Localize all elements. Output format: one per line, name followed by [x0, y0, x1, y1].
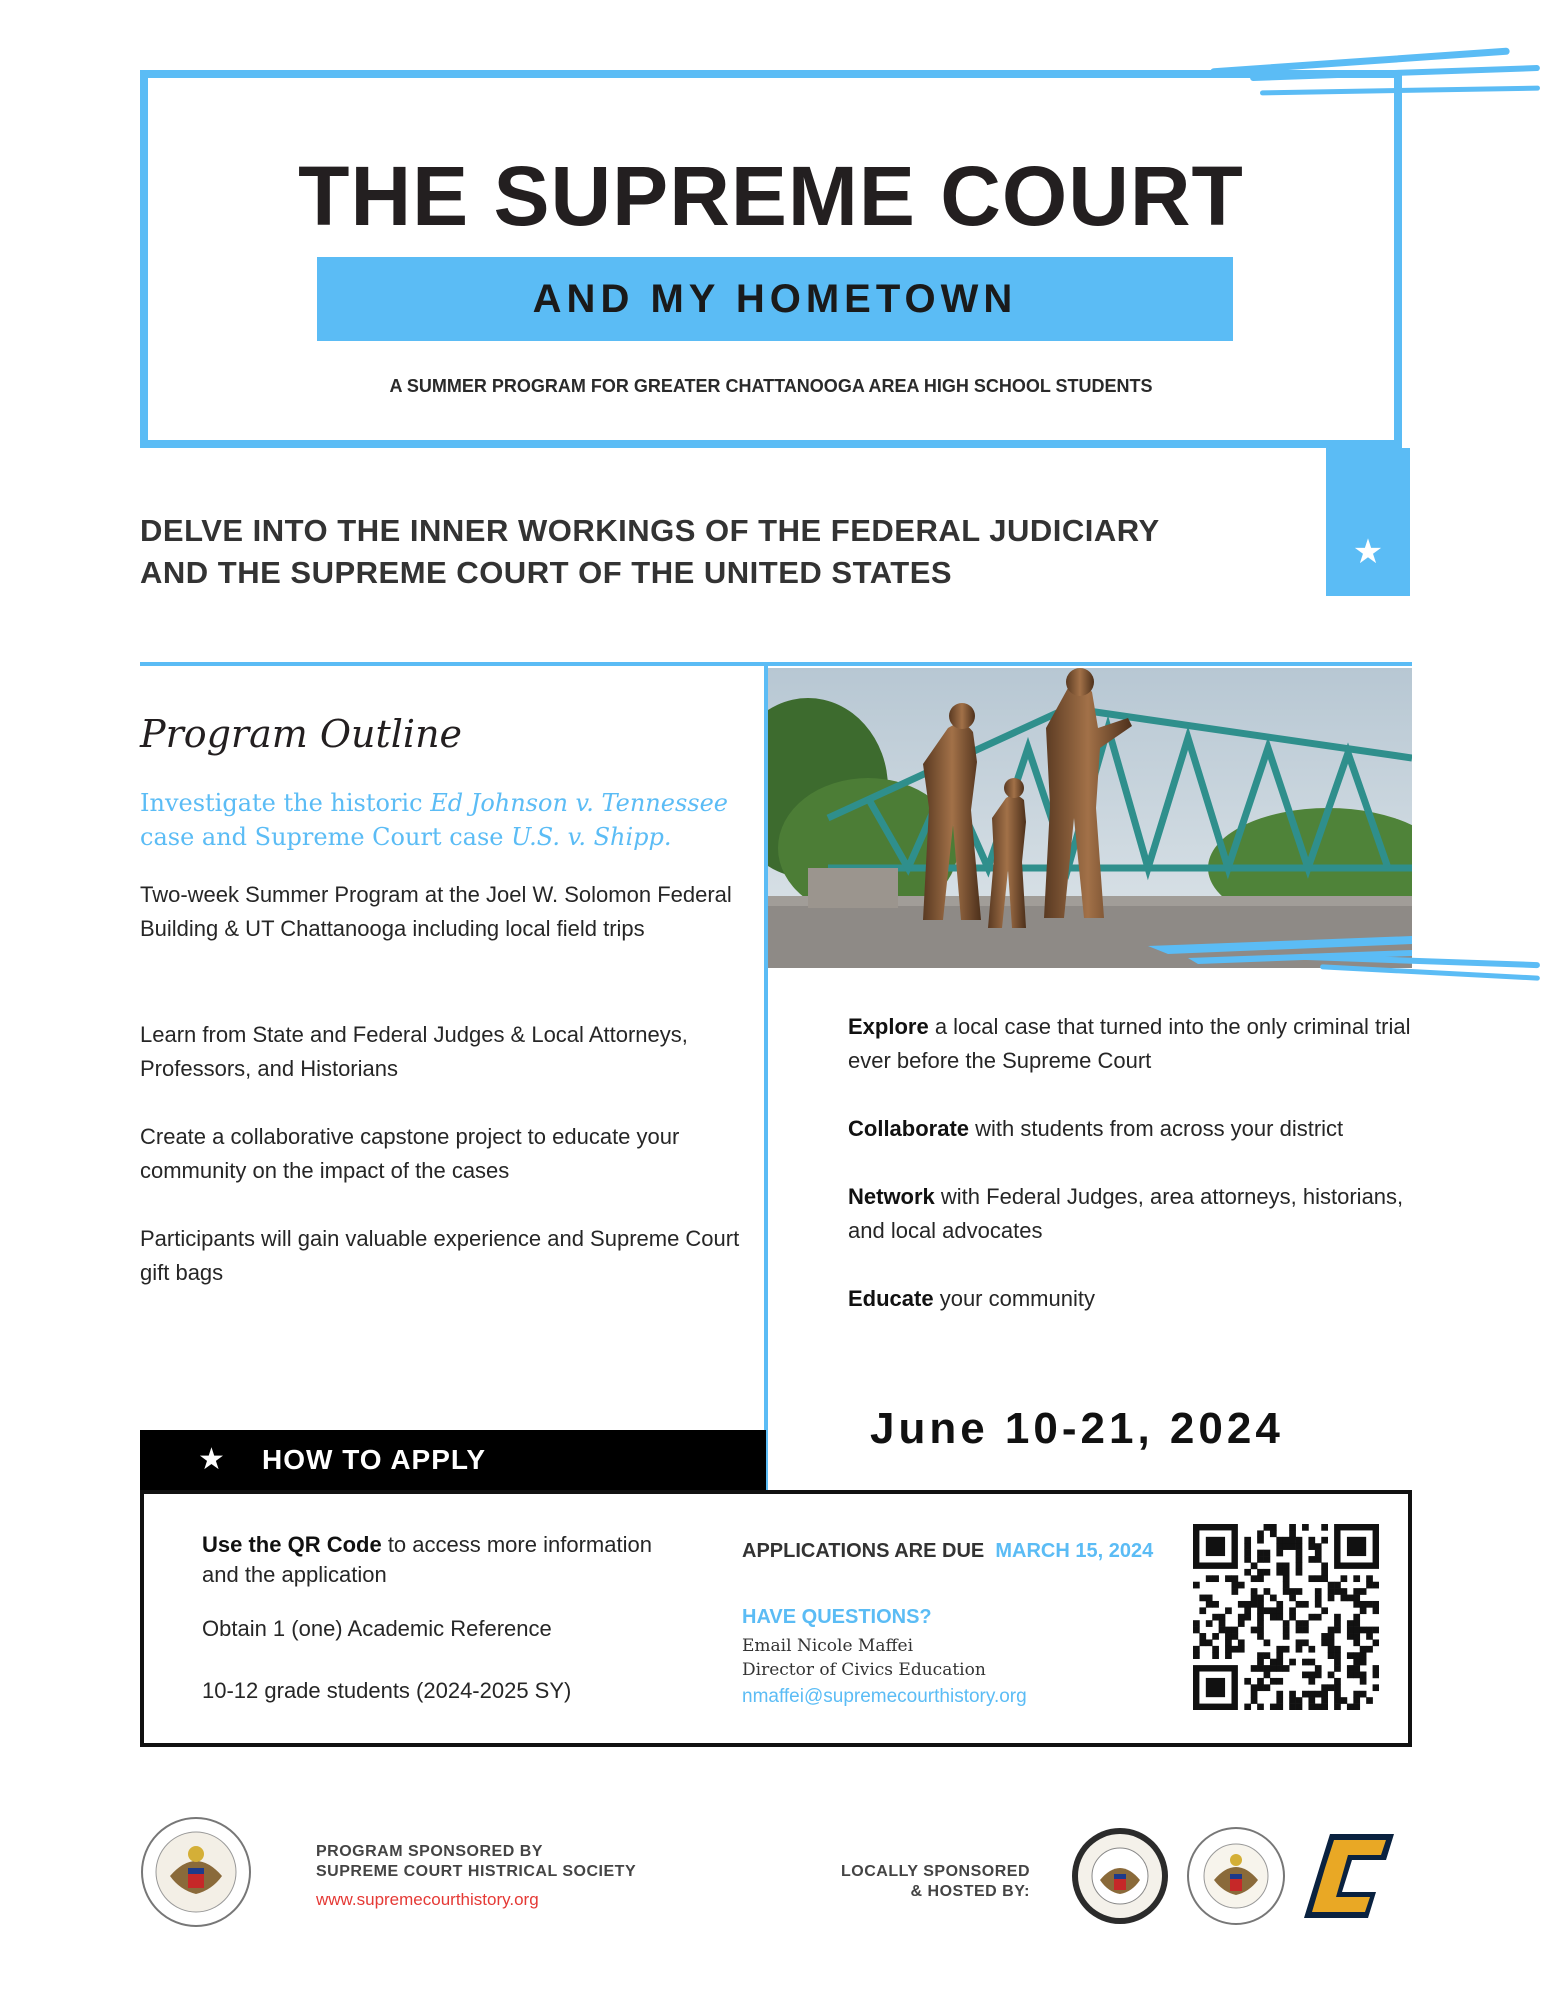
outline-paragraph: Two-week Summer Program at the Joel W. Solomon Federal Building & UT Chattanooga including local field trips	[140, 882, 732, 941]
benefit-item	[848, 1180, 1428, 1248]
page-title: THE SUPREME COURT	[298, 149, 1244, 243]
sponsor-line-2: SUPREME COURT HISTRICAL SOCIETY	[316, 1863, 637, 1880]
sponsor-website-link[interactable]: www.supremecourthistory.org	[316, 1890, 539, 1909]
intro-heading-line-2: AND THE SUPREME COURT OF THE UNITED STATES	[140, 555, 953, 590]
utc-logo	[1300, 1830, 1400, 1922]
local-sponsor-label	[820, 1862, 1030, 1902]
apply-qr-instructions	[202, 1530, 662, 1590]
appeals-seal-icon	[1186, 1826, 1286, 1926]
benefit-keyword: Educate	[848, 1286, 934, 1311]
district-court-seal	[1070, 1826, 1170, 1926]
benefit-text: with students from across your district	[969, 1116, 1344, 1141]
page-subtitle: AND MY HOMETOWN	[532, 277, 1018, 321]
section-title: Program Outline	[140, 712, 463, 756]
star-icon: ★	[198, 1443, 225, 1476]
outline-paragraph: Participants will gain valuable experience and Supreme Court gift bags	[140, 1226, 740, 1285]
district-seal-icon	[1070, 1826, 1170, 1926]
benefit-text: a local case that turned into the only criminal trial ever before the Supreme Court	[848, 1014, 1411, 1073]
benefit-item	[848, 1010, 1428, 1078]
contact-title: Director of Civics Education	[742, 1660, 986, 1680]
applications-due	[742, 1540, 1153, 1563]
qr-code-image	[1193, 1524, 1379, 1710]
case-name-1: Ed Johnson v. Tennessee	[430, 789, 729, 817]
contact-name: Email Nicole Maffei	[742, 1636, 914, 1656]
intro-heading	[140, 510, 1260, 594]
case-name-2: U.S. v. Shipp.	[511, 823, 672, 851]
star-tab	[1326, 448, 1410, 596]
statue-photo	[768, 668, 1412, 968]
court-of-appeals-seal	[1186, 1826, 1286, 1926]
benefit-keyword: Explore	[848, 1014, 929, 1039]
apply-grades: 10-12 grade students (2024-2025 SY)	[202, 1678, 572, 1703]
investigate-mid: case and Supreme Court case	[140, 823, 512, 851]
seal-icon	[140, 1816, 252, 1928]
questions-heading: HAVE QUESTIONS?	[742, 1606, 932, 1628]
sponsor-line-1: PROGRAM SPONSORED BY	[316, 1843, 543, 1860]
qr-keyword: Use the QR Code	[202, 1532, 382, 1557]
benefit-item	[848, 1112, 1428, 1146]
investigate-text	[140, 786, 740, 854]
local-line-2: & HOSTED BY:	[910, 1883, 1030, 1900]
statue-bridge-image	[768, 668, 1412, 968]
benefit-keyword: Network	[848, 1184, 935, 1209]
qr-instructions-text: to access more information and the application	[202, 1532, 652, 1587]
qr-code[interactable]	[1193, 1524, 1379, 1710]
star-icon: ★	[1352, 533, 1384, 571]
program-dates: June 10-21, 2024	[870, 1404, 1284, 1453]
investigate-pre: Investigate the historic	[140, 789, 431, 817]
how-to-apply-heading: HOW TO APPLY	[262, 1444, 487, 1475]
benefit-text: with Federal Judges, area attorneys, historians, and local advocates	[848, 1184, 1404, 1243]
outline-paragraph: Learn from State and Federal Judges & Local Attorneys, Professors, and Historians	[140, 1022, 688, 1081]
due-label: APPLICATIONS ARE DUE	[742, 1540, 985, 1562]
utc-c-icon	[1300, 1830, 1400, 1922]
outline-paragraph: Create a collaborative capstone project to educate your community on the impact of the cases	[140, 1124, 680, 1183]
benefit-text: your community	[933, 1286, 1095, 1311]
supreme-court-historical-society-seal	[140, 1816, 252, 1928]
local-line-1: LOCALLY SPONSORED	[841, 1863, 1030, 1880]
benefit-keyword: Collaborate	[848, 1116, 970, 1141]
program-sponsor	[316, 1842, 636, 1882]
divider	[140, 662, 1412, 666]
benefit-item	[848, 1282, 1428, 1316]
due-date: MARCH 15, 2024	[995, 1540, 1154, 1562]
program-tagline: A SUMMER PROGRAM FOR GREATER CHATTANOOGA AREA HIGH SCHOOL STUDENTS	[389, 376, 1153, 396]
intro-heading-line-1: DELVE INTO THE INNER WORKINGS OF THE FEDERAL JUDICIARY	[140, 513, 1160, 548]
apply-reference: Obtain 1 (one) Academic Reference	[202, 1616, 552, 1641]
contact-email-link[interactable]: nmaffei@supremecourthistory.org	[742, 1686, 1027, 1707]
